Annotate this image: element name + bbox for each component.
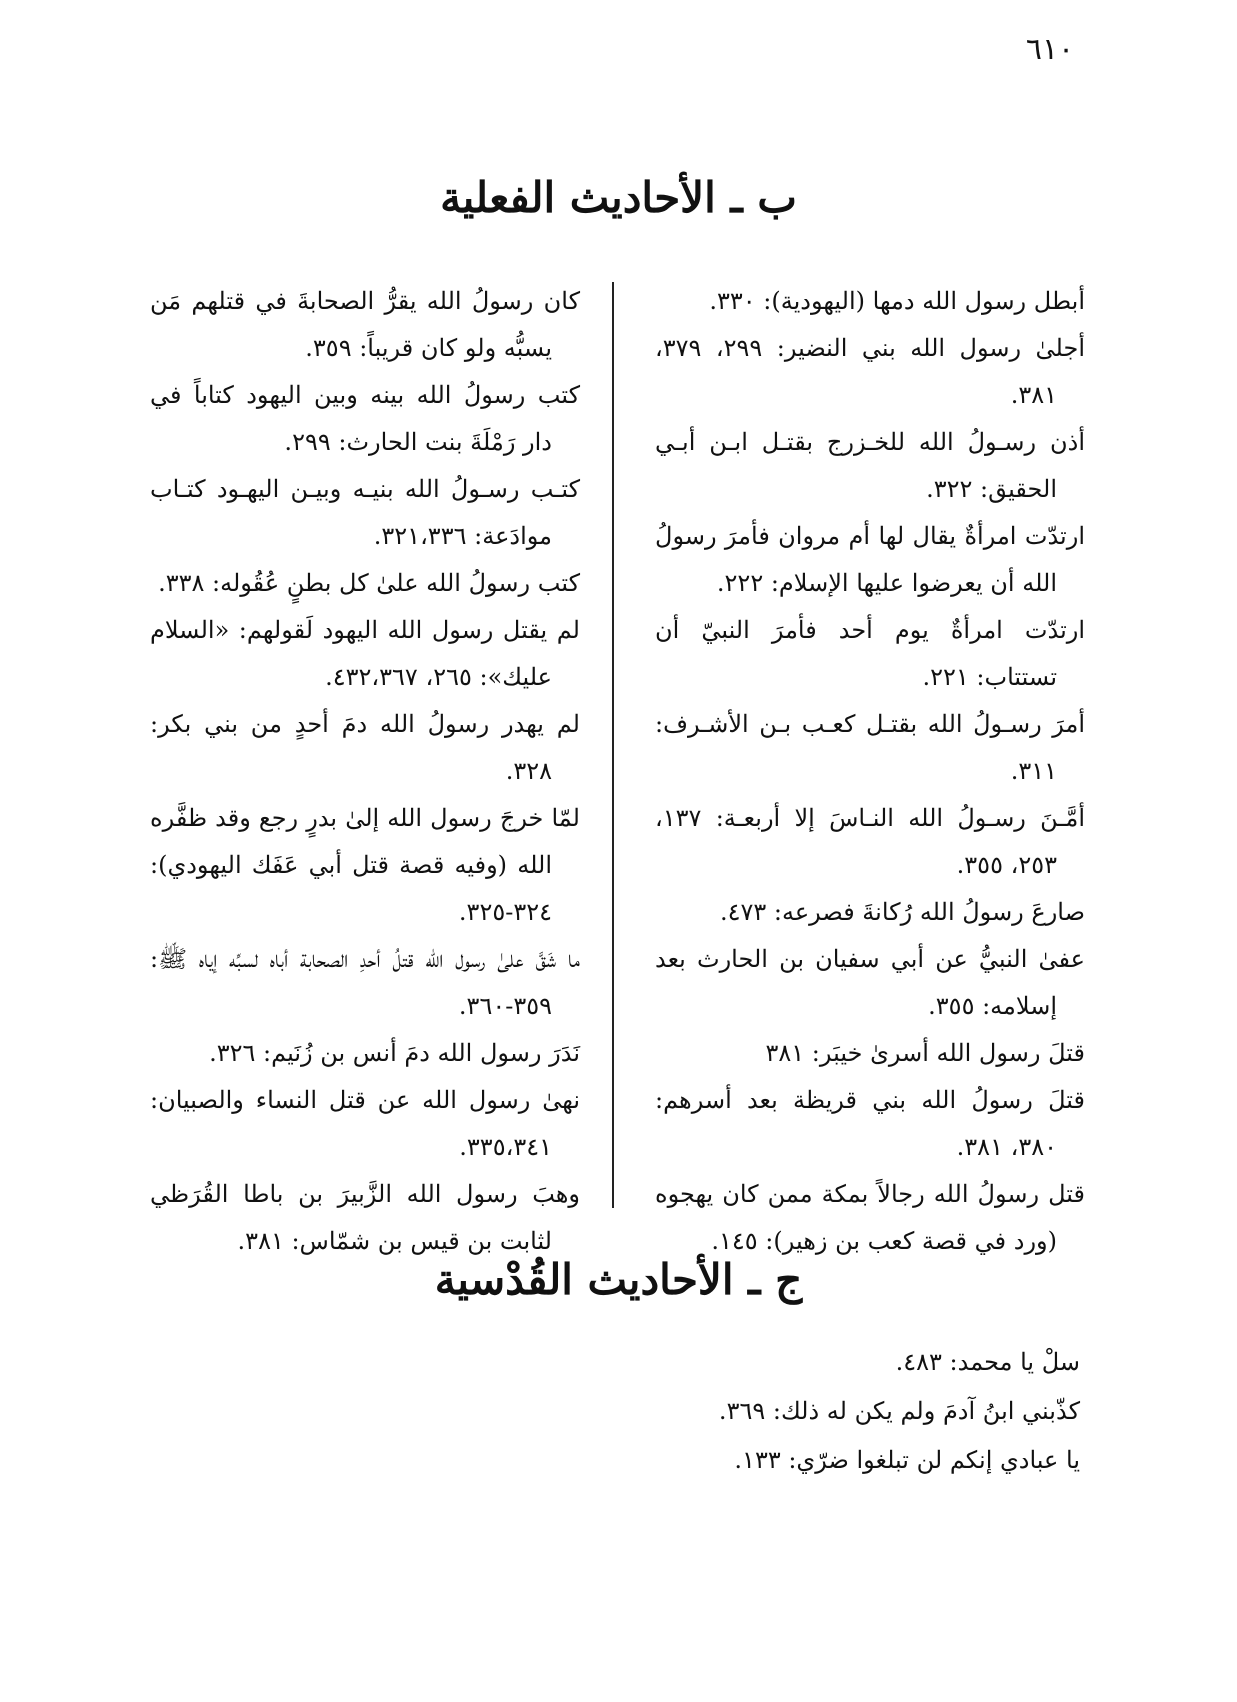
index-entry: كتب رسولُ الله علىٰ كل بطنٍ عُقُوله: ٣٣٨. bbox=[158, 569, 580, 597]
index-entry: أبطل رسول الله دمها (اليهودية): ٣٣٠. bbox=[709, 287, 1085, 315]
index-entry: كذّبني ابنُ آدمَ ولم يكن له ذلك: ٣٦٩. bbox=[718, 1397, 1080, 1425]
section-title-qudsi-hadiths: ج ـ الأحاديث القُدْسية bbox=[434, 1255, 803, 1304]
index-entry: ما شَقَّ علىٰ رسول الله قتلُ أحدِ الصحابة أباه لسبِّه إياه ﷺ: ٣٥٩-٣٦٠. bbox=[150, 945, 580, 1020]
index-entry: أمرَ رسـولُ الله بقتـل كعـب بـن الأشـرف: ٣١١. bbox=[655, 710, 1085, 785]
index-entry: كتـب رسـولُ الله بنيـه وبيـن اليهـود كتـاب موادَعة: ٣٢١،٣٣٦. bbox=[150, 475, 580, 550]
qudsi-hadith-list bbox=[640, 1338, 1080, 1485]
index-entry: لم يقتل رسول الله اليهود لَقولهم: «السلام عليك»: ٢٦٥، ٤٣٢،٣٦٧. bbox=[150, 616, 580, 691]
index-entry: ارتدّت امرأةٌ يقال لها أم مروان فأمرَ رسولُ الله أن يعرضوا عليها الإسلام: ٢٢٢. bbox=[655, 522, 1085, 597]
index-entry: قتلَ رسولُ الله بني قريظة بعد أسرهم: ٣٨٠، ٣٨١. bbox=[655, 1086, 1085, 1161]
index-entry: يا عبادي إنكم لن تبلغوا ضرّي: ١٣٣. bbox=[734, 1446, 1080, 1474]
index-entry: أجلىٰ رسول الله بني النضير: ٢٩٩، ٣٧٩، ٣٨١. bbox=[655, 334, 1085, 409]
index-entry: سلْ يا محمد: ٤٨٣. bbox=[895, 1348, 1080, 1376]
index-entry: كان رسولُ الله يقرُّ الصحابةَ في قتلهم مَن يسبُّه ولو كان قريباً: ٣٥٩. bbox=[150, 287, 580, 362]
column-divider bbox=[612, 282, 614, 1208]
index-entry: عفىٰ النبيُّ عن أبي سفيان بن الحارث بعد إسلامه: ٣٥٥. bbox=[655, 945, 1085, 1020]
index-entry: نهىٰ رسول الله عن قتل النساء والصبيان: ٣٣٥،٣٤١. bbox=[150, 1086, 580, 1161]
index-entry: ارتدّت امرأةٌ يوم أحد فأمرَ النبيّ أن تستتاب: ٢٢١. bbox=[655, 616, 1085, 691]
index-column-right bbox=[655, 278, 1085, 1265]
index-entry: نَدَرَ رسول الله دمَ أنس بن زُنَيم: ٣٢٦. bbox=[209, 1039, 580, 1067]
index-entry: لم يهدر رسولُ الله دمَ أحدٍ من بني بكر: ٣٢٨. bbox=[150, 710, 580, 785]
index-column-left bbox=[150, 278, 580, 1265]
index-entry: كتب رسولُ الله بينه وبين اليهود كتاباً في دار رَمْلَةَ بنت الحارث: ٢٩٩. bbox=[150, 381, 580, 456]
index-entry: أمَّـنَ رسـولُ الله النـاسَ إلا أربعـة: ١٣٧، ٢٥٣، ٣٥٥. bbox=[655, 804, 1085, 879]
index-entry: قتل رسولُ الله رجالاً بمكة ممن كان يهجوه (ورد في قصة كعب بن زهير): ١٤٥. bbox=[655, 1180, 1085, 1255]
index-entry: أذن رسـولُ الله للخـزرج بقتـل ابـن أبـي الحقيق: ٣٢٢. bbox=[655, 428, 1085, 503]
page-number: ٦١٠ bbox=[1025, 32, 1075, 67]
index-entry: وهبَ رسول الله الزَّبيرَ بن باطا القُرَظي لثابت بن قيس بن شمّاس: ٣٨١. bbox=[150, 1180, 580, 1255]
section-title-actual-hadiths: ب ـ الأحاديث الفعلية bbox=[440, 173, 797, 222]
index-entry: قتلَ رسول الله أسرىٰ خيبَر: ٣٨١ bbox=[765, 1039, 1085, 1067]
index-entry: لمّا خرجَ رسول الله إلىٰ بدرٍ رجع وقد ظفَّره الله (وفيه قصة قتل أبي عَفَك اليهودي): ٣٢٤-٣٢٥. bbox=[150, 804, 580, 926]
index-entry: صارعَ رسولُ الله رُكانةَ فصرعه: ٤٧٣. bbox=[719, 898, 1085, 926]
